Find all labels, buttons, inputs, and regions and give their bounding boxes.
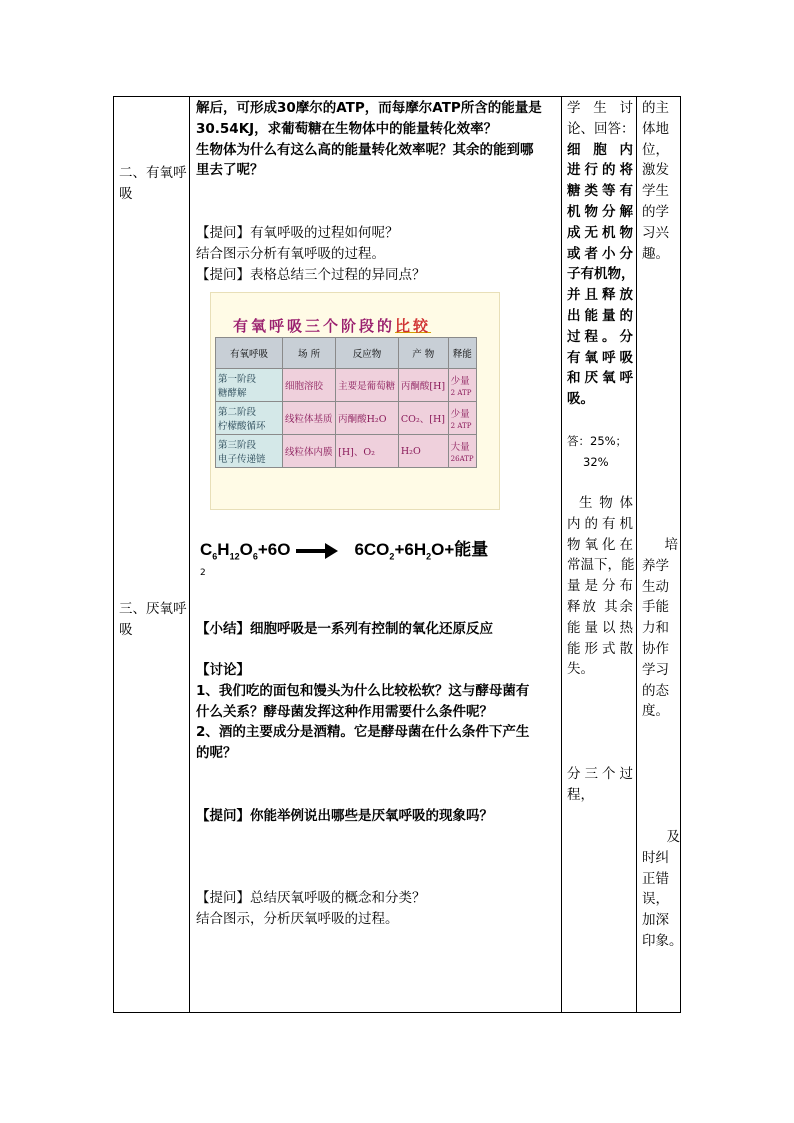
header-cell: 释能 [448,338,476,369]
stage-cell: 第一阶段 糖酵解 [216,369,283,402]
question-anaerobic-examples [196,806,556,827]
student-answer-c: 分三个过 程， [567,766,633,803]
question-subtext: 结合图示，分析厌氧呼吸的过程。 [196,910,399,927]
student-answer-a: 学生讨 论、回答： 细胞内 进行的将 糖类等有 机物分解 成无机物 或者小分 子有机物， 并且释放 出能量的 过程。分 有氧呼吸 和厌氧呼 吸。 [567,100,635,408]
text-line: 什么关系？酵母菌发挥这种作用需要什么条件呢？ [196,703,493,720]
column-divider [189,97,190,1012]
column-divider [561,97,562,1012]
discussion [196,660,556,764]
energy-cell: 少量 2 ATP [448,402,476,435]
comparison-table [215,337,477,468]
text-line: 2、酒的主要成分是酒精。它是酵母菌在什么条件下产生 [196,724,530,741]
equation-trailing-subscript: 2 [200,568,206,578]
reactant-cell: 主要是葡萄糖 [336,369,399,402]
question-text: 【提问】表格总结三个过程的异同点？ [196,266,426,283]
header-cell: 场 所 [283,338,336,369]
place-cell: 细胞溶胶 [283,369,336,402]
reactant-cell: [H]、O₂ [336,435,399,468]
purpose-b: 培 养学 生动 手能 力和 协作 学习 的态 度。 [642,537,678,720]
stage-cell: 第三阶段 电子传递链 [216,435,283,468]
header-cell: 有氧呼吸 [216,338,283,369]
summary [196,619,556,640]
product-cell: H₂O [398,435,448,468]
respiration-equation: $C_6H_{12}O_6+6O$ $6CO_2+6H_2O+$能量 [200,540,489,562]
question-anaerobic-concept [196,888,556,930]
comparison-slide-image [210,292,500,510]
arrow-right-icon [296,543,338,559]
section-anaerobic [119,599,187,641]
comparison-header-row [216,338,477,369]
text-line: 生物体为什么有这么高的能量转化效率呢？其余的能到哪 [196,141,534,158]
stage-cell: 第二阶段 柠檬酸循环 [216,402,283,435]
discussion-heading: 【讨论】 [196,662,250,678]
comparison-row [216,369,477,402]
energy-cell: 大量 26ATP [448,435,476,468]
place-cell: 线粒体基质 [283,402,336,435]
header-cell: 产 物 [398,338,448,369]
energy-cell: 少量 2 ATP [448,369,476,402]
text-line: 1、我们吃的面包和馒头为什么比较松软？这与酵母菌有 [196,682,530,699]
lesson-plan-table [113,96,681,1013]
comparison-row [216,402,477,435]
purpose-a: 的主 体地 位， 激发 学生 的学 习兴 趣。 [642,100,669,262]
header-cell: 反应物 [336,338,399,369]
slide-title: 有氧呼吸三个阶段的比较 [233,317,432,335]
comparison-row [216,435,477,468]
text-line: 的呢？ [196,745,237,762]
place-cell: 线粒体内膜 [283,435,336,468]
product-cell: 丙酮酸[H] [398,369,448,402]
student-answer-percent: 答：25%； 32% [567,434,628,469]
summary-text: 【小结】细胞呼吸是一系列有控制的氧化还原反应 [196,621,493,637]
section-aerobic [119,163,187,205]
section-anaerobic-label: 三、厌氧呼吸 [119,601,187,638]
question-text: 【提问】有氧呼吸的过程如何呢？ [196,225,399,241]
student-answer-b: 生物体 内的有机 物氧化在 常温下，能 量是分布 释放 其余 能量以热 能形式散 失。 [567,495,635,678]
product-cell: CO₂、[H] [398,402,448,435]
column-divider [636,97,637,1012]
question-aerobic-process [196,223,556,285]
question-text: 【提问】你能举例说出哪些是厌氧呼吸的现象吗？ [196,808,493,824]
text-line: 30.54KJ，求葡萄糖在生物体中的能量转化效率？ [196,120,498,137]
question-text: 【提问】总结厌氧呼吸的概念和分类？ [196,890,426,906]
purpose-c: 及 时纠 正错 误， 加深 印象。 [642,829,683,949]
intro-question [196,98,556,181]
question-subtext: 结合图示分析有氧呼吸的过程。 [196,245,385,262]
reactant-cell: 丙酮酸H₂O [336,402,399,435]
text-line: 解后，可形成30摩尔的ATP，而每摩尔ATP所含的能量是 [196,100,542,116]
section-aerobic-label: 二、有氧呼吸 [119,165,187,202]
text-line: 里去了呢？ [196,162,264,179]
